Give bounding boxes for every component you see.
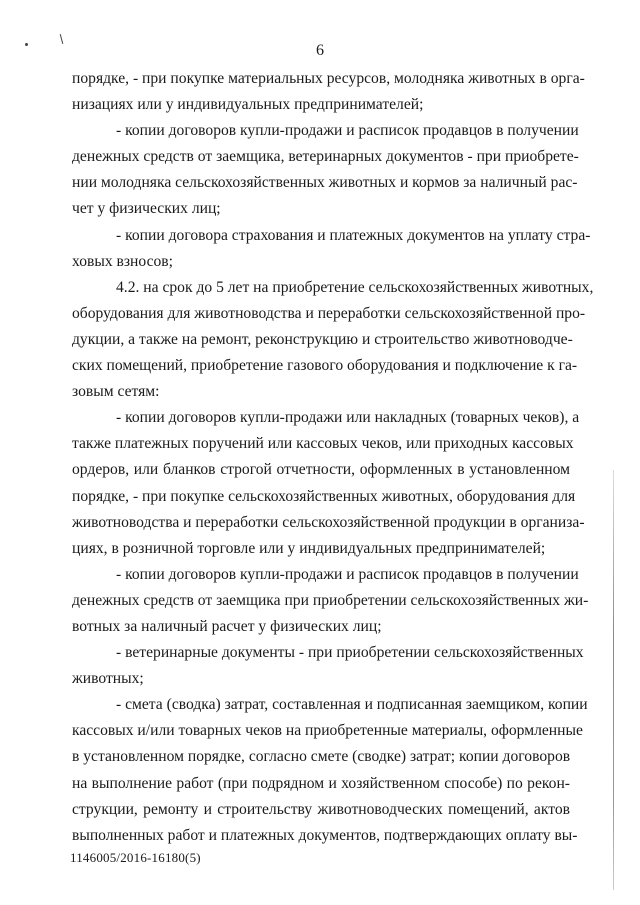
text-line: - копии договоров купли-продажи и расписок продавцов в получении [116, 122, 579, 140]
text-line: в установленном порядке, согласно смете (сводке) затрат; копии договоров [72, 748, 571, 766]
text-line: циях, в розничной торговле или у индивидуальных предпринимателей; [72, 539, 546, 557]
text-line: денежных средств от заемщика при приобретении сельскохозяйственных жи- [72, 591, 589, 609]
text-line: животных; [72, 670, 144, 688]
text-line: - копии договоров купли-продажи и расписок продавцов в получении [116, 565, 579, 583]
text-line: - копии договора страхования и платежных документов на уплату стра- [116, 226, 591, 244]
text-line: денежных средств от заемщика, ветеринарных документов - при приобрете- [72, 148, 579, 166]
text-line: чет у физических лиц; [72, 200, 221, 218]
text-line: - ветеринарные документы - при приобретении сельскохозяйственных [116, 644, 584, 662]
text-line: зовым сетям: [72, 383, 160, 401]
text-line: выполненных работ и платежных документов, подтверждающих оплату вы- [72, 826, 578, 844]
scan-edge-line [613, 470, 614, 890]
text-line: вотных за наличный расчет у физических лиц; [72, 617, 382, 635]
text-line: животноводства и переработки сельскохозяйственной продукции в организа- [72, 513, 585, 531]
text-line: порядке, - при покупке сельскохозяйственных животных, оборудования для [72, 487, 576, 505]
text-line: 4.2. на срок до 5 лет на приобретение сельскохозяйственных животных, [116, 278, 594, 296]
document-footer-code: 1146005/2016-16180(5) [70, 850, 201, 865]
text-line: кассовых и/или товарных чеков на приобретенные материалы, оформленные [72, 722, 583, 740]
text-line: низациях или у индивидуальных предпринимателей; [72, 96, 424, 114]
text-line: на выполнение работ (при подрядном и хозяйственном способе) по рекон- [72, 774, 570, 792]
document-body [72, 66, 594, 849]
text-line: ских помещений, приобретение газового оборудования и подключение к га- [72, 357, 578, 375]
text-line: также платежных поручений или кассовых чеков, или приходных кассовых [72, 435, 574, 453]
text-line: оборудования для животноводства и переработки сельскохозяйственной про- [72, 304, 586, 322]
text-line: - копии договоров купли-продажи или накладных (товарных чеков), а [116, 409, 580, 427]
text-line: ховых взносов; [72, 252, 174, 270]
text-line: - смета (сводка) затрат, составленная и подписанная заемщиком, копии [116, 696, 588, 714]
page-number: 6 [316, 42, 324, 59]
text-line: ордеров, или бланков строгой отчетности, оформленных в установленном [72, 461, 570, 479]
text-line: струкции, ремонту и строительству животноводческих помещений, актов [72, 800, 570, 818]
text-line: дукции, а также на ремонт, реконструкцию и строительство животноводче- [72, 330, 573, 348]
text-line: нии молодняка сельскохозяйственных животных и кормов за наличный рас- [72, 174, 578, 192]
text-line: порядке, - при покупке материальных ресурсов, молодняка животных в орга- [72, 70, 585, 87]
